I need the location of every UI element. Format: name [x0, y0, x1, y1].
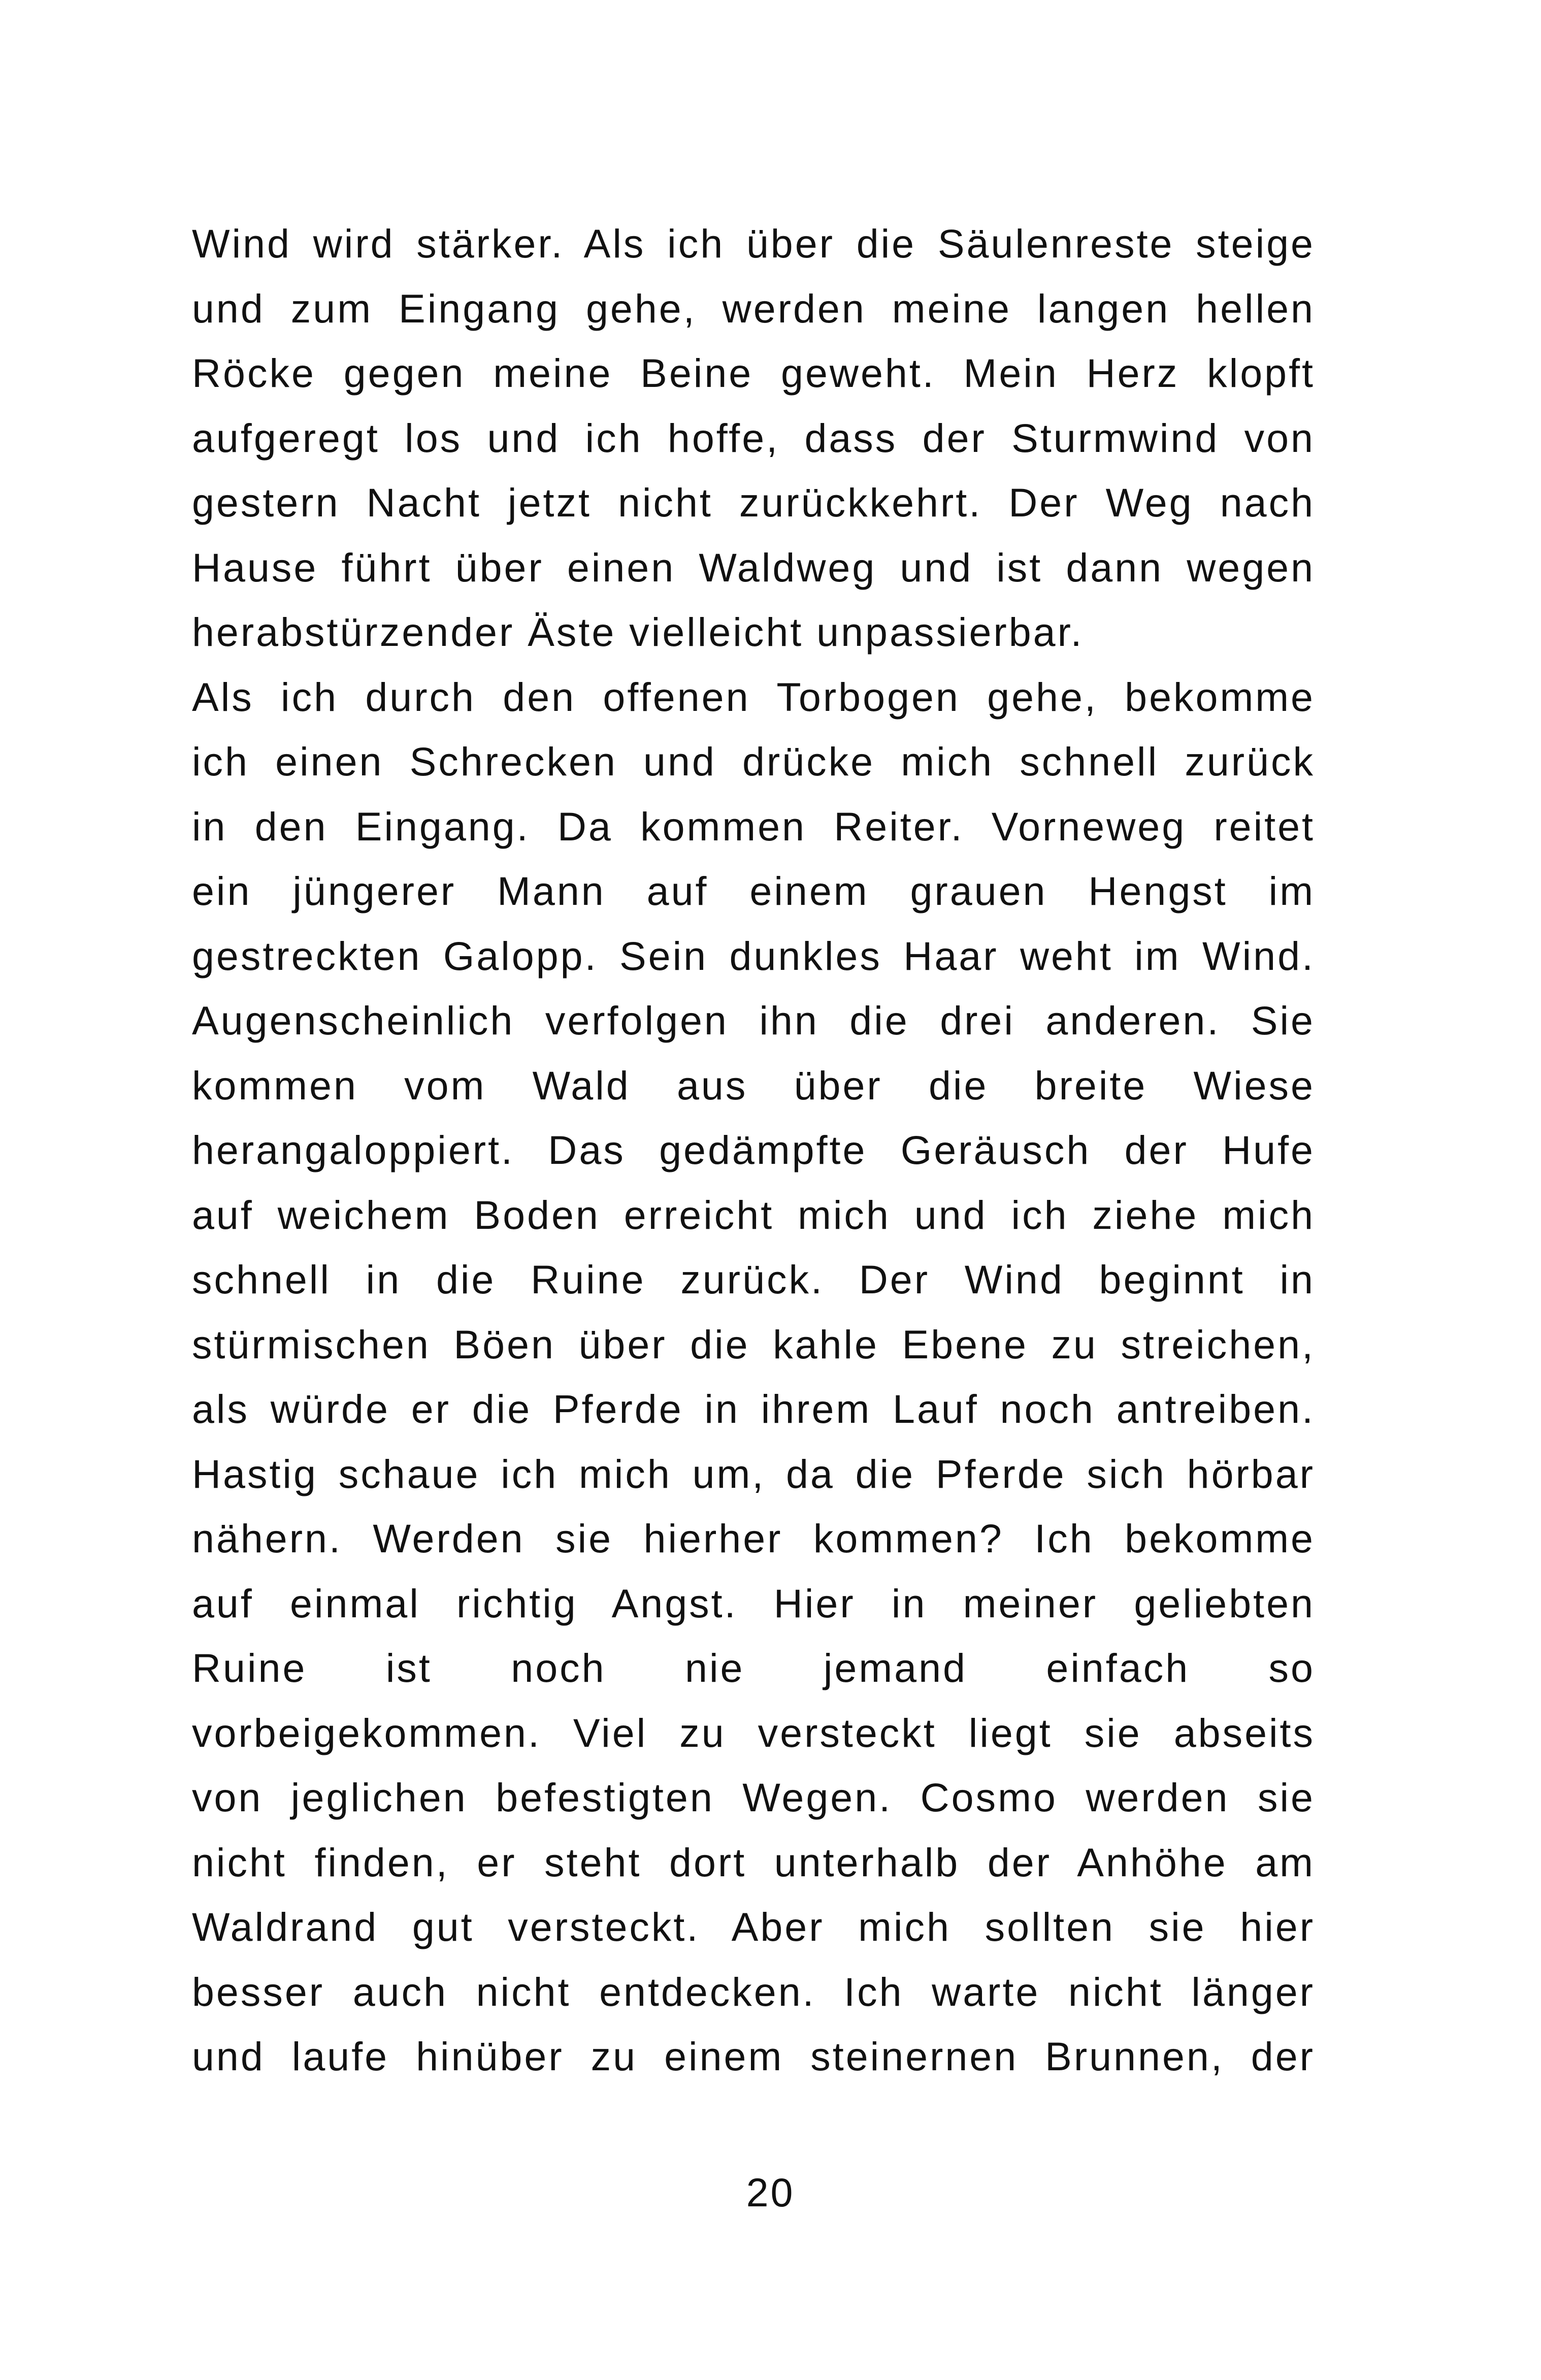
- text-line: Als ich durch den offenen Torbogen gehe, bekomme: [192, 674, 1315, 720]
- text-line: besser auch nicht entdecken. Ich warte nicht länger: [192, 1969, 1315, 2014]
- text-line: Ruine ist noch nie jemand einfach so: [192, 1645, 1315, 1690]
- text-line: Waldrand gut versteckt. Aber mich sollten sie hier: [192, 1904, 1315, 1949]
- text-line: nicht finden, er steht dort unterhalb der Anhöhe am: [192, 1839, 1315, 1885]
- text-line: als würde er die Pferde in ihrem Lauf noch antreiben.: [192, 1386, 1315, 1431]
- text-line: ein jüngerer Mann auf einem grauen Hengst im: [192, 868, 1315, 914]
- text-line: herangaloppiert. Das gedämpfte Geräusch der Hufe: [192, 1127, 1315, 1172]
- text-line: Augenscheinlich verfolgen ihn die drei anderen. Sie: [192, 998, 1315, 1043]
- text-line: Hastig schaue ich mich um, da die Pferde sich hörbar: [192, 1451, 1315, 1496]
- text-line: ich einen Schrecken und drücke mich schnell zurück: [192, 739, 1315, 784]
- text-line: herabstürzender Äste vielleicht unpassierbar.: [192, 609, 1084, 655]
- text-line: auf einmal richtig Angst. Hier in meiner geliebten: [192, 1580, 1315, 1626]
- text-line: stürmischen Böen über die kahle Ebene zu streichen,: [192, 1321, 1315, 1367]
- text-line: aufgeregt los und ich hoffe, dass der Sturmwind von: [192, 415, 1315, 461]
- page-number: 20: [746, 2170, 795, 2215]
- text-line: in den Eingang. Da kommen Reiter. Vorneweg reitet: [192, 803, 1315, 849]
- text-line: Röcke gegen meine Beine geweht. Mein Herz klopft: [192, 350, 1315, 396]
- text-line: auf weichem Boden erreicht mich und ich ziehe mich: [192, 1192, 1315, 1237]
- text-line: gestreckten Galopp. Sein dunkles Haar weht im Wind.: [192, 933, 1315, 979]
- text-line: kommen vom Wald aus über die breite Wiese: [192, 1062, 1315, 1108]
- text-line: von jeglichen befestigten Wegen. Cosmo werden sie: [192, 1775, 1315, 1820]
- text-line: schnell in die Ruine zurück. Der Wind beginnt in: [192, 1257, 1315, 1302]
- text-line: und laufe hinüber zu einem steinernen Brunnen, der: [192, 2034, 1315, 2079]
- body-text: [192, 218, 1315, 2096]
- text-line: Hause führt über einen Waldweg und ist dann wegen: [192, 544, 1315, 590]
- text-line: gestern Nacht jetzt nicht zurückkehrt. Der Weg nach: [192, 480, 1315, 525]
- text-line: nähern. Werden sie hierher kommen? Ich bekomme: [192, 1516, 1315, 1561]
- text-line: vorbeigekommen. Viel zu versteckt liegt sie abseits: [192, 1710, 1315, 1755]
- text-line: und zum Eingang gehe, werden meine langen hellen: [192, 285, 1315, 331]
- text-line: Wind wird stärker. Als ich über die Säulenreste steige: [192, 221, 1315, 266]
